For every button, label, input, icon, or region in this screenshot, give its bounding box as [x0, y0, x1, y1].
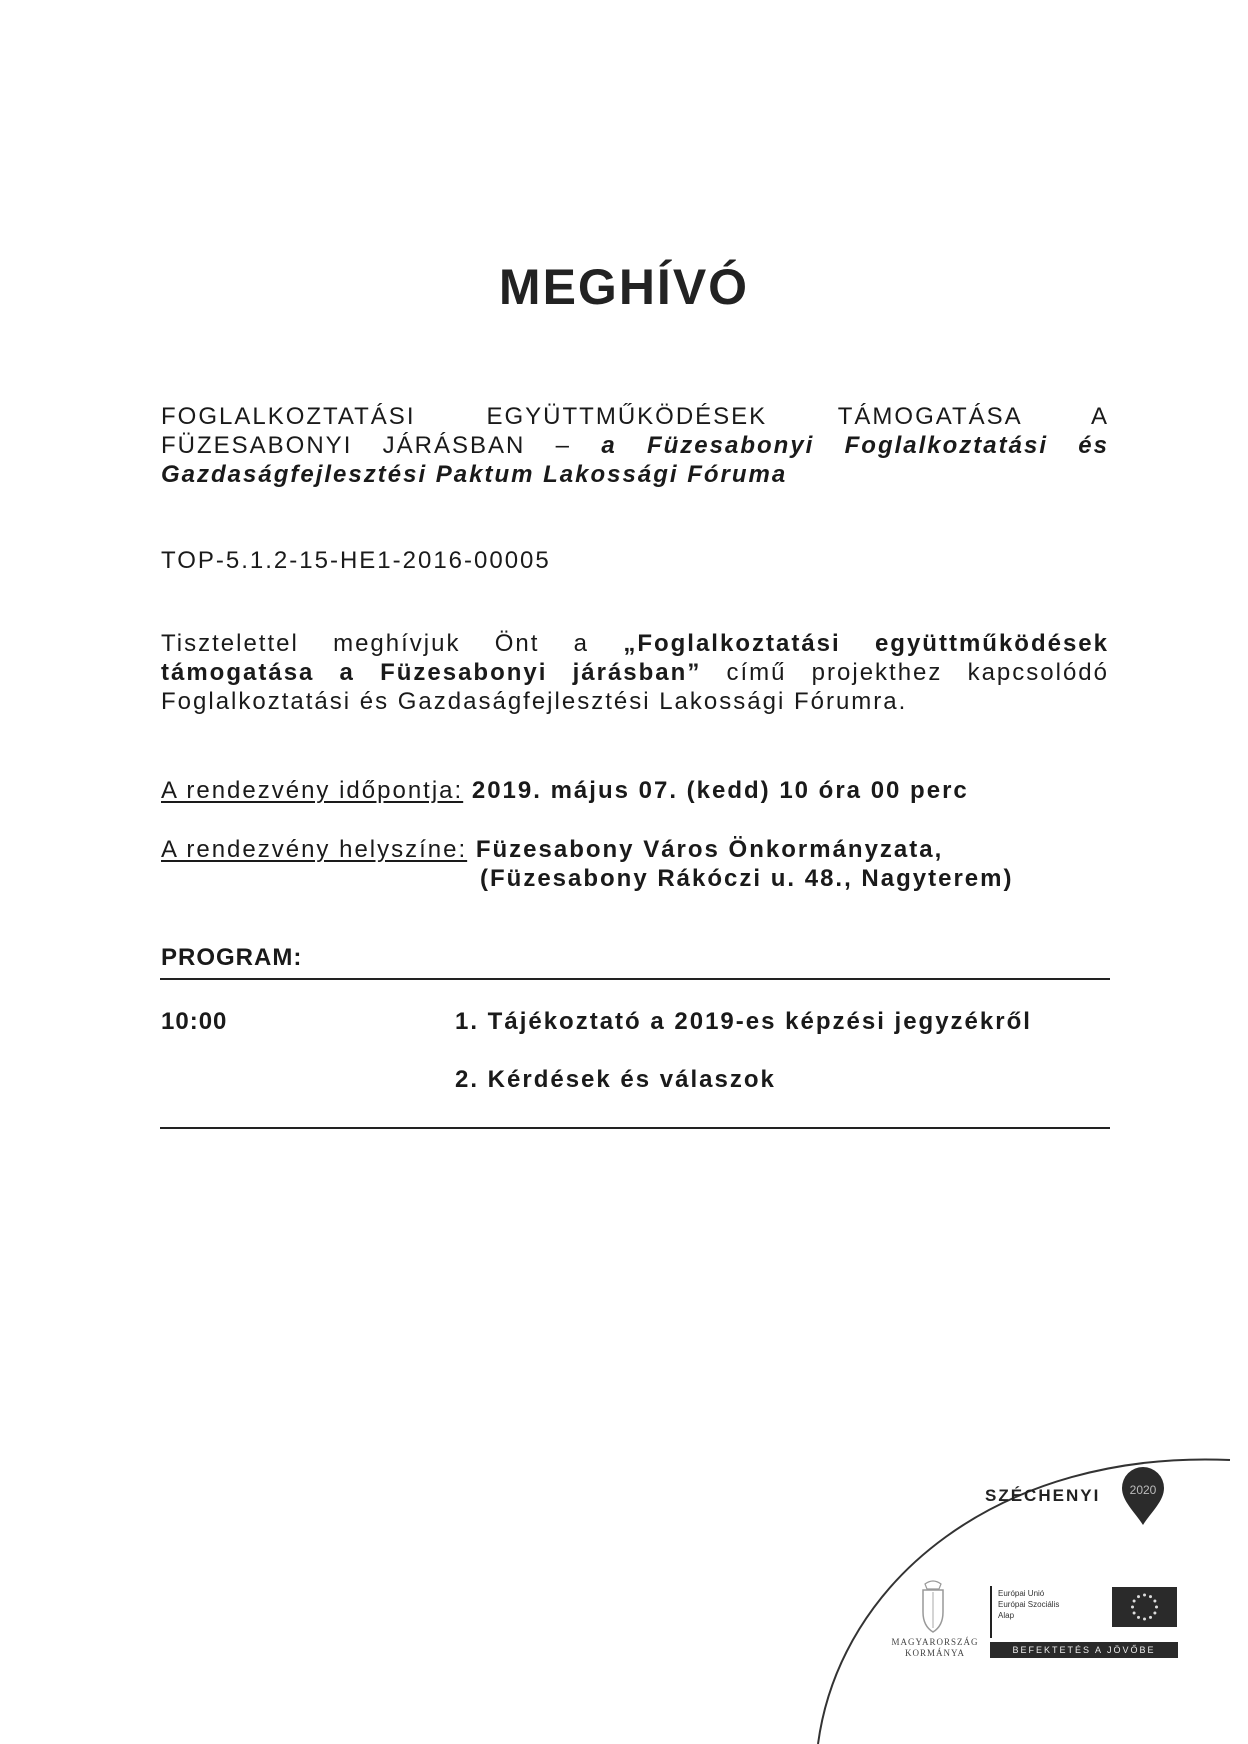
venue-address: (Füzesabony Rákóczi u. 48., Nagyterem): [480, 865, 1014, 892]
eu-slogan-banner: BEFEKTETÉS A JÖVŐBE: [990, 1642, 1178, 1658]
invitation-line-3: Foglalkoztatási és Gazdaságfejlesztési Lakossági Fórumra.: [161, 688, 908, 715]
date-label: A rendezvény időpontja:: [161, 777, 464, 804]
program-time: 10:00: [161, 1008, 228, 1035]
eu-logo-text: Európai Unió Európai Szociális Alap: [998, 1589, 1060, 1620]
venue-value: Füzesabony Város Önkormányzata,: [475, 836, 944, 863]
eu-flag-icon: [1112, 1587, 1177, 1627]
program-bottom-rule: [160, 1127, 1110, 1129]
svg-text:2020: 2020: [1129, 1483, 1157, 1497]
eu-logo-divider: [990, 1586, 992, 1638]
program-item-2: 2. Kérdések és válaszok: [455, 1066, 776, 1093]
program-top-rule: [160, 978, 1110, 980]
event-date: [161, 776, 969, 805]
invitation-line-1: Tisztelettel meghívjuk Önt a „Foglalkoztatási együttműködések: [161, 630, 1110, 657]
event-venue: [161, 835, 943, 864]
heading-line-2: FÜZESABONYI JÁRÁSBAN – a Füzesabonyi Foglalkoztatási és: [161, 432, 1109, 459]
invitation-line-2: támogatása a Füzesabonyi járásban” című projekthez kapcsolódó: [161, 659, 1109, 686]
program-item-1: 1. Tájékoztató a 2019-es képzési jegyzékről: [455, 1008, 1032, 1035]
szechenyi-2020-pin-icon: [1120, 1465, 1166, 1527]
szechenyi-logo-text: SZÉCHENYI: [985, 1486, 1101, 1505]
heading-line-3: Gazdaságfejlesztési Paktum Lakossági Fóruma: [161, 461, 788, 488]
government-logo-text: MAGYARORSZÁG KORMÁNYA: [891, 1637, 979, 1658]
heading-line-1: FOGLALKOZTATÁSI EGYÜTTMŰKÖDÉSEK TÁMOGATÁSA A: [161, 403, 1110, 430]
hungarian-coat-of-arms-icon: [915, 1578, 951, 1634]
program-label: PROGRAM:: [161, 944, 303, 971]
invitation-title: MEGHÍVÓ: [498, 259, 750, 315]
project-code: TOP-5.1.2-15-HE1-2016-00005: [161, 547, 551, 574]
date-value: 2019. május 07. (kedd) 10 óra 00 perc: [471, 777, 969, 804]
event-heading: [161, 402, 1109, 489]
venue-label: A rendezvény helyszíne:: [161, 836, 468, 863]
invitation-text: [161, 629, 1109, 716]
